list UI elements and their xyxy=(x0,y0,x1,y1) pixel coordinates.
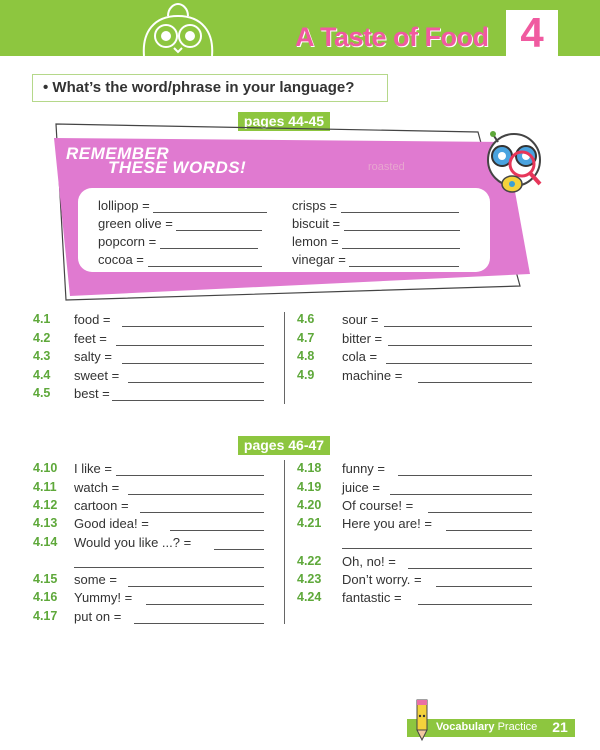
item-word: sweet = xyxy=(74,368,120,383)
answer-line[interactable] xyxy=(214,549,264,550)
page-number: 21 xyxy=(552,719,568,735)
item-number: 4.14 xyxy=(33,535,58,549)
answer-line[interactable] xyxy=(388,345,532,346)
answer-line[interactable] xyxy=(122,363,264,364)
item-word: funny = xyxy=(342,461,386,476)
item-word: machine = xyxy=(342,368,403,383)
item-word: sour = xyxy=(342,312,379,327)
robot-icon xyxy=(474,126,554,206)
item-number: 4.22 xyxy=(297,554,322,568)
item-word: some = xyxy=(74,572,117,587)
remember-item: biscuit = xyxy=(292,216,460,231)
answer-line[interactable] xyxy=(122,326,264,327)
item-number: 4.19 xyxy=(297,480,322,494)
item-word: fantastic = xyxy=(342,590,402,605)
remember-item: green olive = xyxy=(98,216,262,231)
item-number: 4.8 xyxy=(297,349,315,363)
item-number: 4.5 xyxy=(33,386,51,400)
remember-title: REMEMBER xyxy=(66,144,170,163)
remember-item: popcorn = xyxy=(98,234,258,249)
item-number: 4.21 xyxy=(297,516,322,530)
answer-line[interactable] xyxy=(418,604,532,605)
pages-tag-46-47: pages 46-47 xyxy=(238,436,330,455)
item-number: 4.24 xyxy=(297,590,322,604)
item-number: 4.11 xyxy=(33,480,57,494)
item-number: 4.3 xyxy=(33,349,51,363)
item-word: Would you like ...? = xyxy=(74,535,192,550)
answer-line[interactable] xyxy=(116,475,264,476)
item-number: 4.15 xyxy=(33,572,58,586)
item-number: 4.2 xyxy=(33,331,51,345)
item-word: Yummy! = xyxy=(74,590,133,605)
remember-item: lemon = xyxy=(292,234,460,249)
unit-title: A Taste of Food xyxy=(295,22,489,52)
item-number: 4.17 xyxy=(33,609,58,623)
remember-item: vinegar = xyxy=(292,252,459,267)
item-number: 4.1 xyxy=(33,312,51,326)
answer-line[interactable] xyxy=(112,400,264,401)
item-number: 4.4 xyxy=(33,368,51,382)
answer-line[interactable] xyxy=(128,494,264,495)
item-word: watch = xyxy=(74,480,120,495)
item-word: cola = xyxy=(342,349,378,364)
item-word: I like = xyxy=(74,461,112,476)
answer-line[interactable] xyxy=(384,326,532,327)
answer-line[interactable] xyxy=(128,586,264,587)
answer-line[interactable] xyxy=(390,494,532,495)
remember-item: lollipop = xyxy=(98,198,267,213)
item-word: food = xyxy=(74,312,111,327)
item-word: Oh, no! = xyxy=(342,554,396,569)
item-number: 4.10 xyxy=(33,461,58,475)
item-number: 4.6 xyxy=(297,312,315,326)
instruction-text: • What’s the word/phrase in your language? xyxy=(43,79,355,96)
remember-item: cocoa = xyxy=(98,252,262,267)
answer-line[interactable] xyxy=(386,363,532,364)
item-number: 4.20 xyxy=(297,498,322,512)
item-word: put on = xyxy=(74,609,122,624)
footer-label: Vocabulary Practice xyxy=(436,721,538,733)
answer-line[interactable] xyxy=(74,567,264,568)
unit-number: 4 xyxy=(520,9,544,56)
item-number: 4.7 xyxy=(297,331,315,345)
item-number: 4.9 xyxy=(297,368,315,382)
answer-line[interactable] xyxy=(436,586,532,587)
item-word: Of course! = xyxy=(342,498,414,513)
answer-line[interactable] xyxy=(128,382,264,383)
pencil-icon xyxy=(411,698,433,742)
remember-subtitle: THESE WORDS! xyxy=(108,158,247,177)
answer-line[interactable] xyxy=(170,530,264,531)
item-word: Don’t worry. = xyxy=(342,572,422,587)
item-word: salty = xyxy=(74,349,112,364)
item-number: 4.23 xyxy=(297,572,322,586)
item-number: 4.16 xyxy=(33,590,58,604)
answer-line[interactable] xyxy=(146,604,264,605)
item-word: juice = xyxy=(342,480,380,495)
item-word: Here you are! = xyxy=(342,516,432,531)
answer-line[interactable] xyxy=(342,548,532,549)
answer-line[interactable] xyxy=(446,530,532,531)
column-divider xyxy=(284,460,285,624)
item-word: Good idea! = xyxy=(74,516,149,531)
answer-line[interactable] xyxy=(140,512,264,513)
item-number: 4.18 xyxy=(297,461,322,475)
answer-line[interactable] xyxy=(428,512,532,513)
item-word: cartoon = xyxy=(74,498,129,513)
remember-item: crisps = xyxy=(292,198,459,213)
answer-line[interactable] xyxy=(398,475,532,476)
answer-line[interactable] xyxy=(116,345,264,346)
item-word: feet = xyxy=(74,331,107,346)
item-number: 4.13 xyxy=(33,516,58,530)
pages-tag-44-45: pages 44-45 xyxy=(238,112,330,131)
faded-word: roasted xyxy=(368,161,405,173)
item-word: best = xyxy=(74,386,110,401)
answer-line[interactable] xyxy=(408,568,532,569)
item-word: bitter = xyxy=(342,331,383,346)
item-number: 4.12 xyxy=(33,498,58,512)
answer-line[interactable] xyxy=(418,382,532,383)
answer-line[interactable] xyxy=(134,623,264,624)
column-divider xyxy=(284,312,285,404)
